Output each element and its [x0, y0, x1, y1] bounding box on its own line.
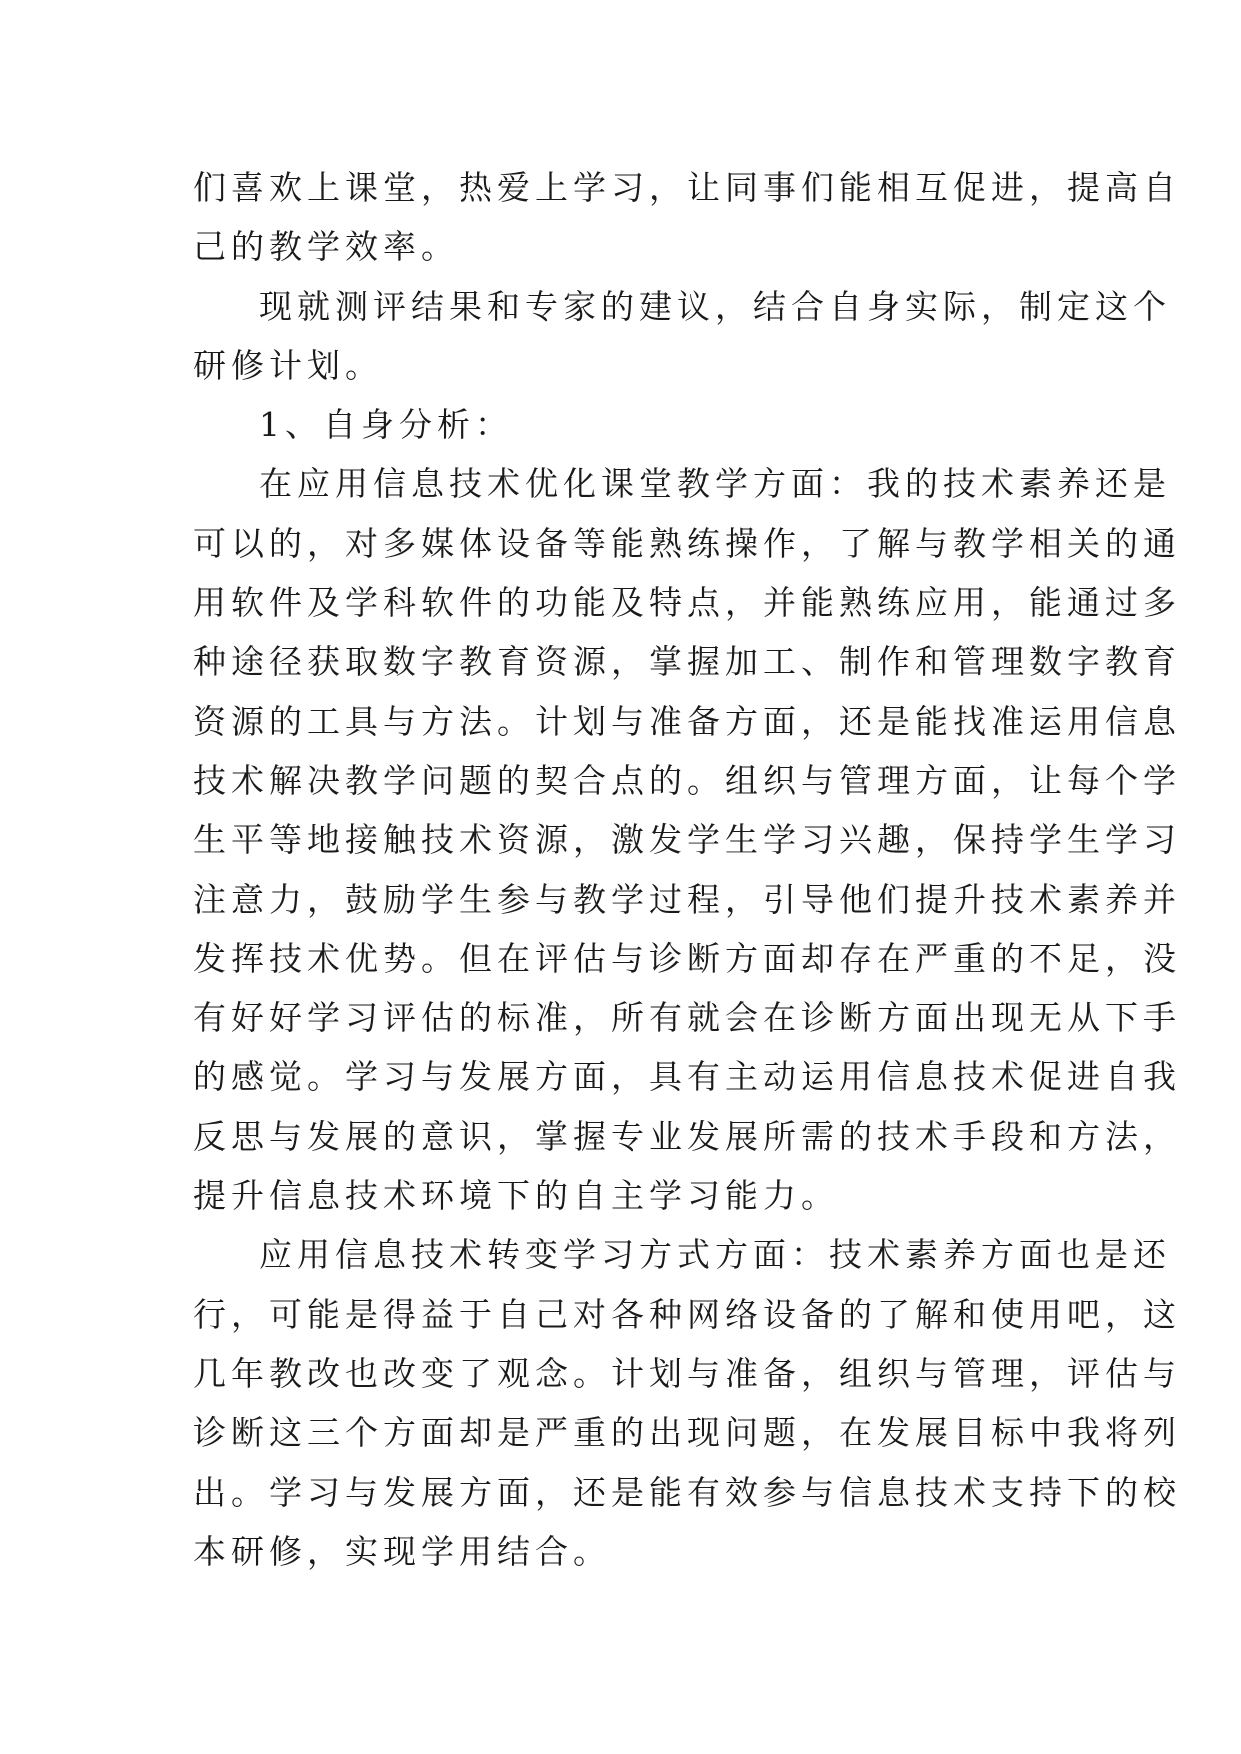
text-line: 本研修，实现学用结合。 [193, 1531, 611, 1571]
text-line: 用软件及学科软件的功能及特点，并能熟练应用，能通过多 [193, 583, 1181, 623]
text-line: 在应用信息技术优化课堂教学方面：我的技术素养还是 [259, 464, 1171, 504]
text-line: 资源的工具与方法。计划与准备方面，还是能找准运用信息 [193, 701, 1181, 741]
text-line: 的感觉。学习与发展方面，具有主动运用信息技术促进自我 [193, 1057, 1181, 1097]
text-line: 注意力，鼓励学生参与教学过程，引导他们提升技术素养并 [193, 879, 1181, 919]
text-line: 己的教学效率。 [193, 227, 459, 267]
text-line: 研修计划。 [193, 345, 383, 385]
text-line: 可以的，对多媒体设备等能熟练操作，了解与教学相关的通 [193, 523, 1181, 563]
text-line: 应用信息技术转变学习方式方面：技术素养方面也是还 [259, 1235, 1171, 1275]
text-line: 现就测评结果和专家的建议，结合自身实际，制定这个 [259, 286, 1171, 326]
text-line: 提升信息技术环境下的自主学习能力。 [193, 1176, 839, 1216]
text-line: 生平等地接触技术资源，激发学生学习兴趣，保持学生学习 [193, 820, 1181, 860]
text-line: 出。学习与发展方面，还是能有效参与信息技术支持下的校 [193, 1472, 1181, 1512]
document-body [193, 158, 1181, 1581]
text-line: 反思与发展的意识，掌握专业发展所需的技术手段和方法， [193, 1116, 1181, 1156]
text-line: 行，可能是得益于自己对各种网络设备的了解和使用吧，这 [193, 1294, 1181, 1334]
text-line: 种途径获取数字教育资源，掌握加工、制作和管理数字教育 [193, 642, 1181, 682]
text-line: 诊断这三个方面却是严重的出现问题，在发展目标中我将列 [193, 1413, 1181, 1453]
text-line: 们喜欢上课堂，热爱上学习，让同事们能相互促进，提高自 [193, 168, 1181, 207]
text-line: 有好好学习评估的标准，所有就会在诊断方面出现无从下手 [193, 998, 1181, 1038]
text-line: 技术解决教学问题的契合点的。组织与管理方面，让每个学 [193, 760, 1181, 800]
text-line: 发挥技术优势。但在评估与诊断方面却存在严重的不足，没 [193, 938, 1181, 978]
text-line: 几年教改也改变了观念。计划与准备，组织与管理，评估与 [193, 1353, 1181, 1393]
section-heading: 1、自身分析： [259, 405, 513, 445]
